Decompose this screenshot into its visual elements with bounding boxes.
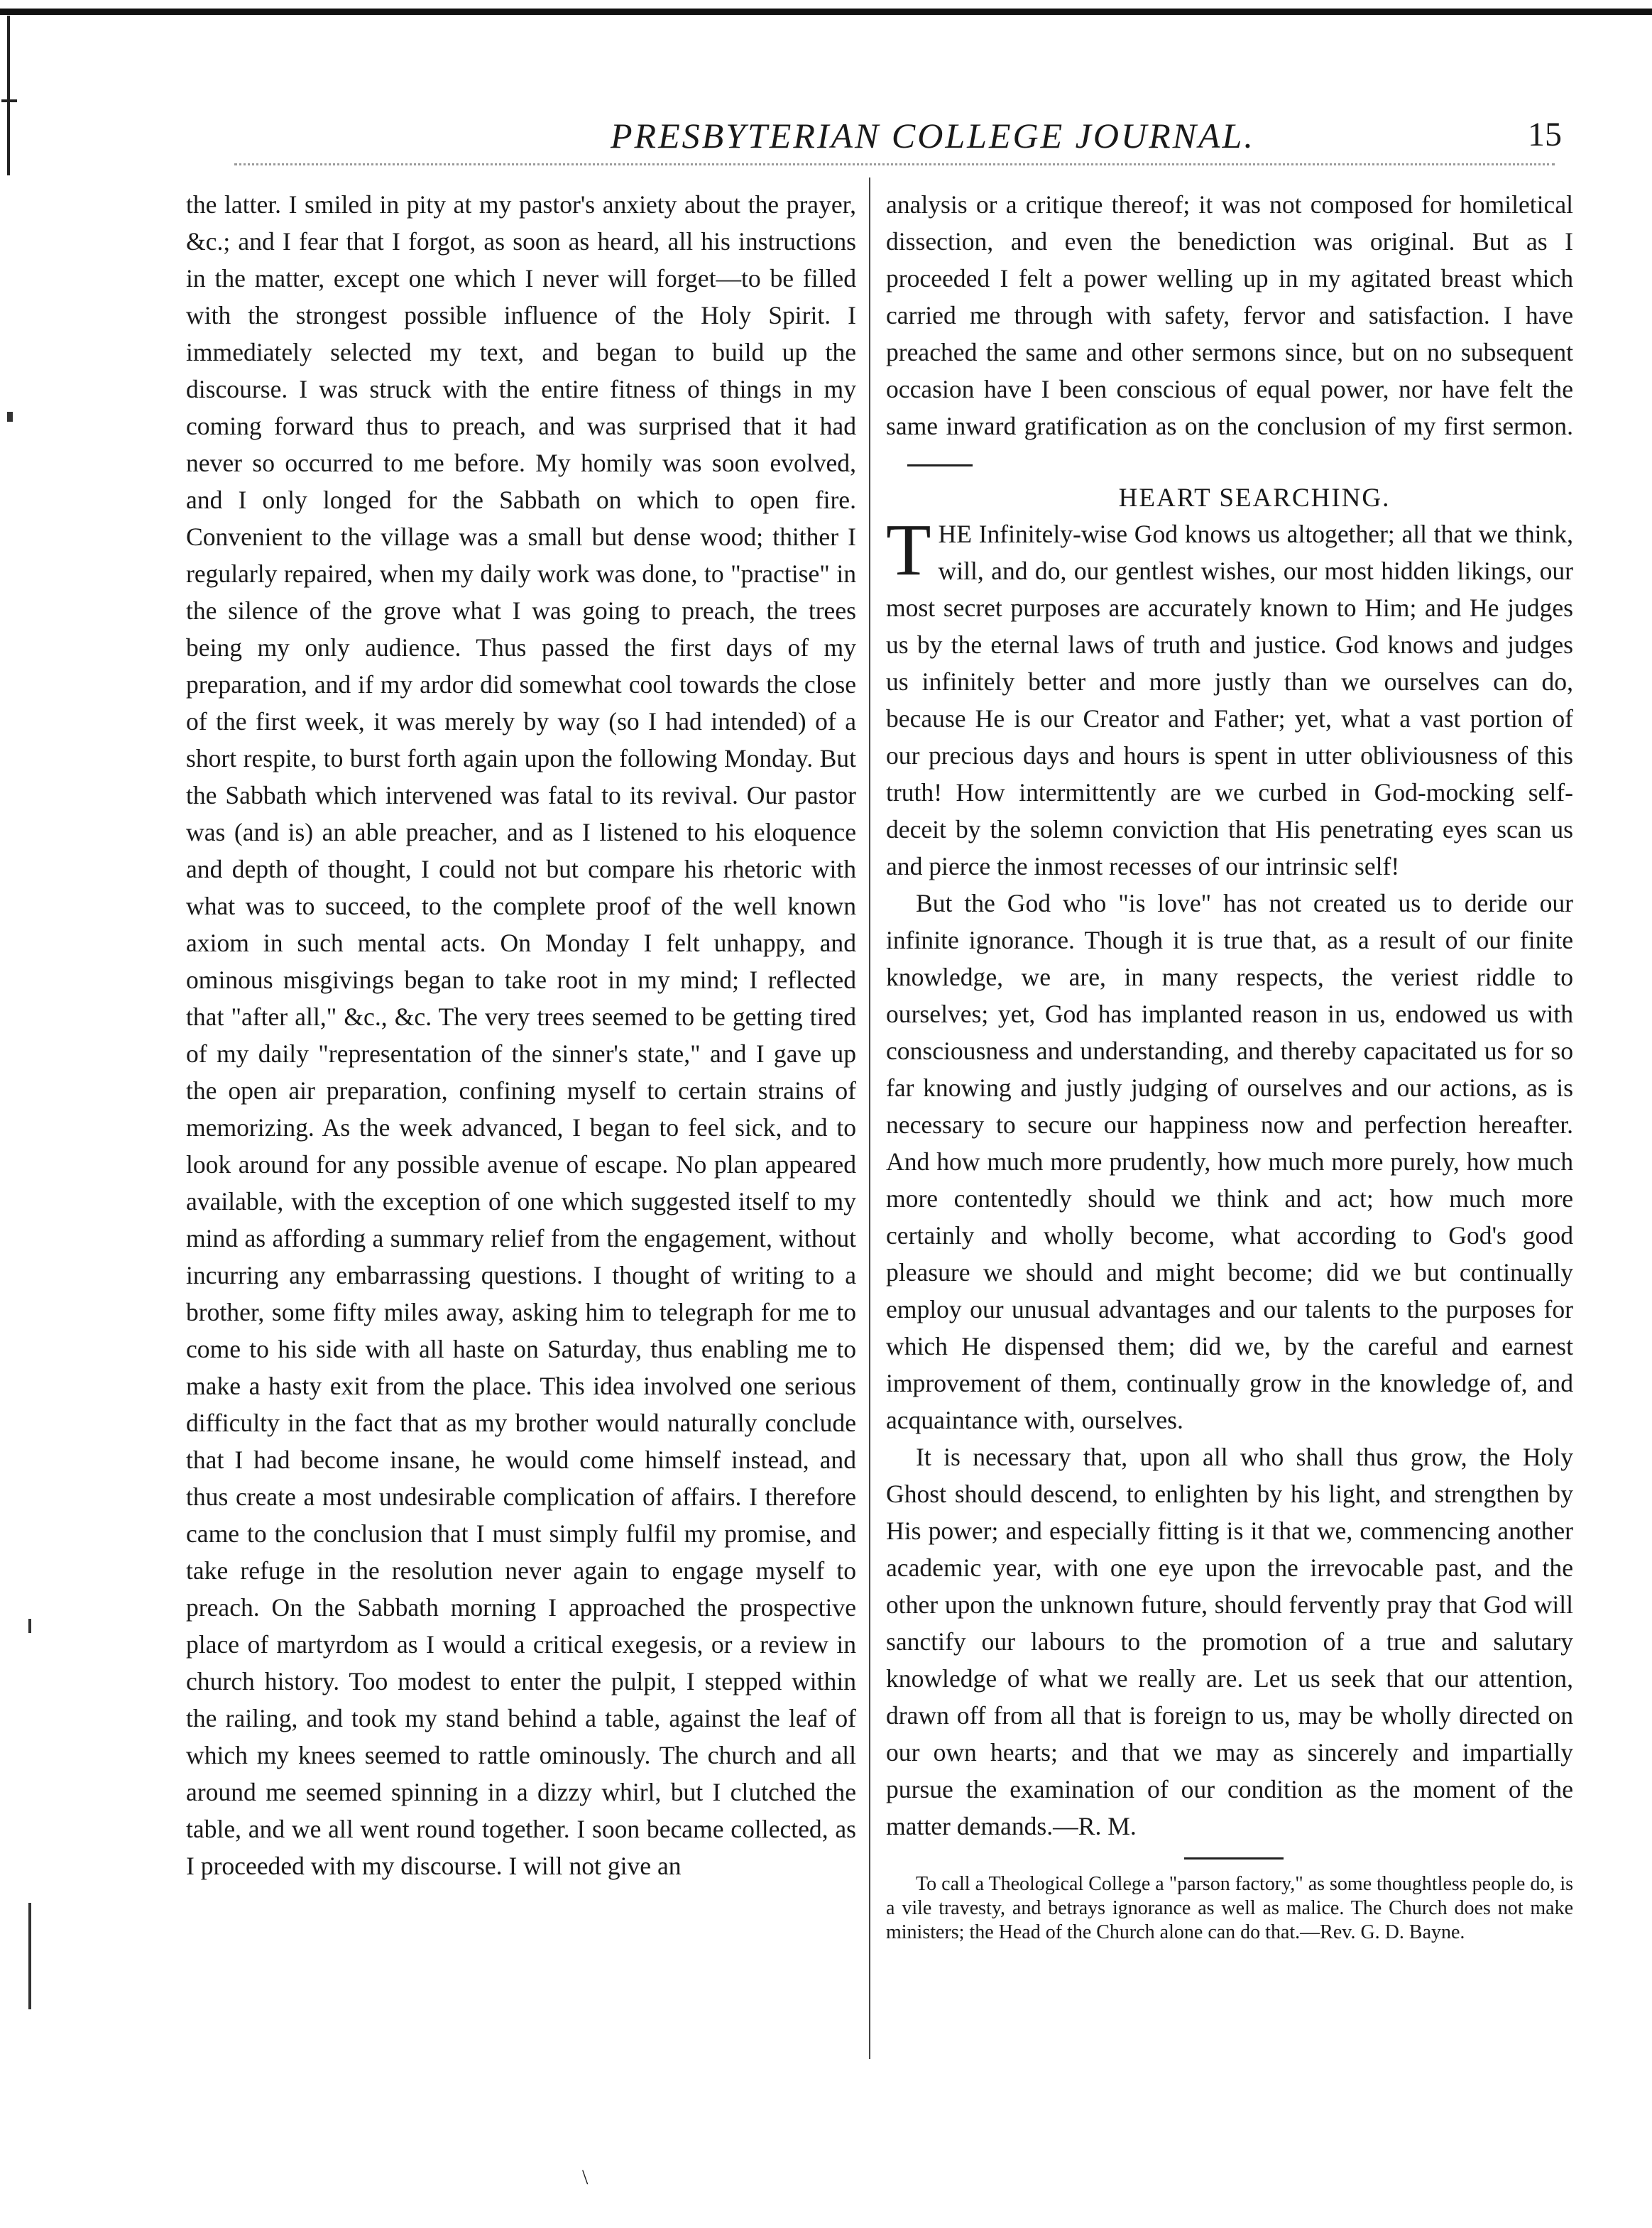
article-paragraph-3: It is necessary that, upon all who shall thus grow, the Holy Ghost should descend, to enlighten by his light, and strengthen by His power; and especially fitting is it that we, commencing another academic year, with one eye upon the irrevocable past, and the other upon the unknown future, should fervently pray that God will sanctify our labours to the promotion of a true and salutary knowledge of what we really are. Let us seek that our attention, drawn off from all that is foreign to us, may be wholly directed on our own hearts; and that we may as sincerely and impartially pursue the examination of our condition as the moment of the matter demands.—R. M. — [886, 1443, 1573, 1840]
left-margin-arrow-mark — [7, 412, 13, 422]
continuation-text: analysis or a critique thereof; it was not composed for homiletical dissection, and even the benediction was original. But as I proceeded I felt a power welling up in my agitated breast which carried me through with safety, fervor and satisfaction. I have preached the same and other sermons since, but on no subsequent occasion have I been conscious of equal power, nor have felt the same inward gratification as on the conclusion of my first sermon. — [886, 190, 1573, 440]
page-header — [611, 115, 1562, 165]
top-border-rule — [0, 9, 1652, 15]
drop-cap: T — [886, 509, 931, 591]
continuation-paragraph — [886, 186, 1573, 481]
left-margin-rule — [7, 16, 10, 175]
section-heading: HEART SEARCHING. — [1118, 484, 1391, 513]
footnote-rule — [1184, 1857, 1284, 1860]
journal-title: PRESBYTERIAN COLLEGE JOURNAL. — [611, 116, 1255, 155]
bottom-margin-mark: \ — [582, 2166, 589, 2189]
right-column — [886, 186, 1573, 1945]
footnote: To call a Theological College a "parson factory," as some thoughtless people do, is a vile travesty, and betrays ignorance as well as malice. The Church does not make ministers; the Head of the Church alone can do that.—Rev. G. D. Bayne. — [886, 1873, 1573, 1943]
header-dotted-rule — [234, 163, 1555, 167]
column-divider — [869, 178, 870, 2059]
left-column-text: the latter. I smiled in pity at my pastor's anxiety about the prayer, &c.; and I fear that I forgot, as soon as heard, all his instructions in the matter, except one which I never will forget—to be filled with the strongest possible influence of the Holy Spirit. I immediately selected my text, and began to build up the discourse. I was struck with the entire fitness of things in my coming forward thus to preach, and was surprised that it had never so occurred to me before. My homily was soon evolved, and I only longed for the Sabbath on which to open fire. Convenient to the village was a small but dense wood; thither I regularly repaired, when my daily work was done, to "practise" in the silence of the grove what I was going to preach, the trees being my only audience. Thus passed the first days of my preparation, and if my ardor did somewhat cool towards the close of the first week, it was merely by way (so I had intended) of a short respite, to burst forth again upon the following Monday. But the Sabbath which intervened was fatal to its revival. Our pastor was (and is) an able preacher, and as I listened to his eloquence and depth of thought, I could not but compare his rhetoric with what was to succeed, to the complete proof of the well known axiom in such mental acts. On Monday I felt unhappy, and ominous misgivings began to take root in my mind; I reflected that "after all," &c., &c. The very trees seemed to be getting tired of my daily "representation of the sinner's state," and I gave up the open air preparation, confining myself to certain strains of memorizing. As the week advanced, I began to feel sick, and to look around for any possible avenue of escape. No plan appeared available, with the exception of one which suggested itself to my mind as affording a summary relief from the engagement, without incurring any embarrassing questions. I thought of writing to a brother, some fifty miles away, asking him to telegraph for me to come to his side with all haste on Saturday, thus enabling me to make a hasty exit from the place. This idea involved one serious difficulty in the fact that as my brother would naturally conclude that I had become insane, he would come himself instead, and thus create a most undesirable complication of affairs. I therefore came to the conclusion that I must simply fulfil my promise, and take refuge in the resolution never again to engage myself to preach. On the Sabbath morning I approached the prospective place of martyrdom as I would a critical exegesis, or a review in church history. Too modest to enter the pulpit, I stepped within the railing, and took my stand behind a table, against the leaf of which my knees seemed to rattle ominously. The church and all around me seemed spinning in a dizzy whirl, but I clutched the table, and we all went round together. I soon became collected, as I proceeded with my discourse. I will not give an — [186, 190, 856, 1880]
left-margin-binding-mark — [28, 1903, 31, 2009]
article-paragraph-1 — [886, 509, 1573, 885]
page-number: 15 — [1528, 116, 1562, 153]
article-paragraph-1-text: HE Infinitely-wise God knows us altogether; all that we think, will, and do, our gentlest wishes, our most hidden likings, our most secret purposes are accurately known to Him; and He judges us by the eternal laws of truth and justice. God knows and judges us infinitely better and more justly than we ourselves can do, because He is our Creator and Father; yet, what a vast portion of our precious days and hours is spent in utter obliviousness of this truth! How intermittently are we curbed in God-mocking self-deceit by the solemn conviction that His penetrating eyes scan us and pierce the inmost recesses of our intrinsic self! — [886, 520, 1573, 880]
left-margin-tick — [1, 99, 17, 102]
article-paragraph-2: But the God who "is love" has not created us to deride our infinite ignorance. Though it is true that, as a result of our finite knowledge, we are, in many respects, the veriest riddle to ourselves; yet, God has implanted reason in us, endowed us with consciousness and understanding, and thereby capacitated us for so far knowing and justly judging of ourselves and our actions, as is necessary to secure our happiness now and perfection hereafter. And how much more prudently, how much more purely, how much more contentedly should we think and act; how much more certainly and wholly become, what according to God's good pleasure we should and might become; did we but continually employ our unusual advantages and our talents to the purposes for which He dispensed them; did we, by the careful and earnest improvement of them, continually grow in the knowledge of, and acquaintance with, ourselves. — [886, 889, 1573, 1434]
left-margin-speck — [28, 1619, 31, 1633]
left-column — [186, 186, 856, 1884]
section-separator-rule — [907, 464, 973, 466]
